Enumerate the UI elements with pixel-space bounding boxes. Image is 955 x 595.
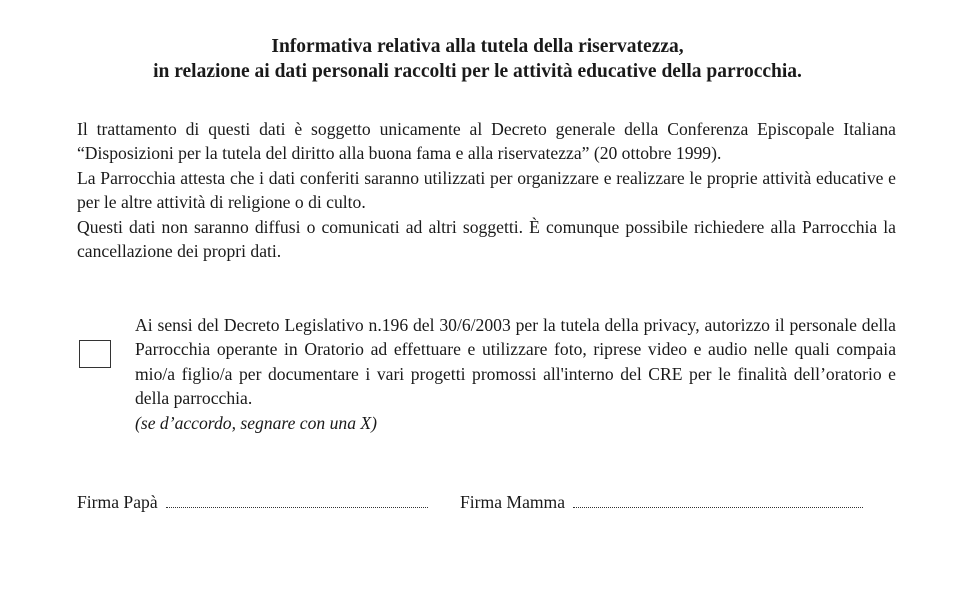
consent-block: [135, 313, 896, 435]
title-line-2: in relazione ai dati personali raccolti per le attività educative della parrocchia.: [153, 61, 802, 82]
signature-dad-label: Firma Papà: [77, 492, 158, 512]
consent-checkbox[interactable]: [79, 340, 111, 368]
document-title: [0, 34, 955, 84]
signature-dad-line[interactable]: [166, 493, 428, 508]
paragraph-usage: La Parrocchia attesta che i dati conferiti saranno utilizzati per organizzare e realizzare le proprie attività educative e per le altre attività di religione o di culto.: [77, 167, 896, 213]
paragraph-decree: Il trattamento di questi dati è soggetto unicamente al Decreto generale della Conferenza Episcopale Italiana “Disposizioni per la tutela del diritto alla buona fama e alla riservatezza” (20 ottobre 1999).: [77, 119, 896, 164]
signature-mom: [460, 490, 863, 514]
paragraph-no-disclosure: Questi dati non saranno diffusi o comunicati ad altri soggetti. È comunque possibile richiedere alla Parrocchia la cancellazione dei propri dati.: [77, 216, 896, 262]
signature-mom-line[interactable]: [573, 493, 863, 508]
consent-text: Ai sensi del Decreto Legislativo n.196 del 30/6/2003 per la tutela della privacy, autorizzo il personale della Parrocchia operante in Oratorio ad effettuare e utilizzare foto, riprese video e audio nelle quali compaia mio/a figlio/a per documentare i vari progetti promossi all'interno del CRE per le finalità dell’oratorio e della parrocchia.: [135, 315, 896, 409]
title-line-1: Informativa relativa alla tutela della riservatezza,: [271, 36, 684, 57]
signature-dad: [77, 490, 428, 514]
signature-mom-label: Firma Mamma: [460, 492, 566, 512]
consent-note: (se d’accordo, segnare con una X): [135, 412, 378, 433]
privacy-notice-body: [77, 117, 896, 263]
